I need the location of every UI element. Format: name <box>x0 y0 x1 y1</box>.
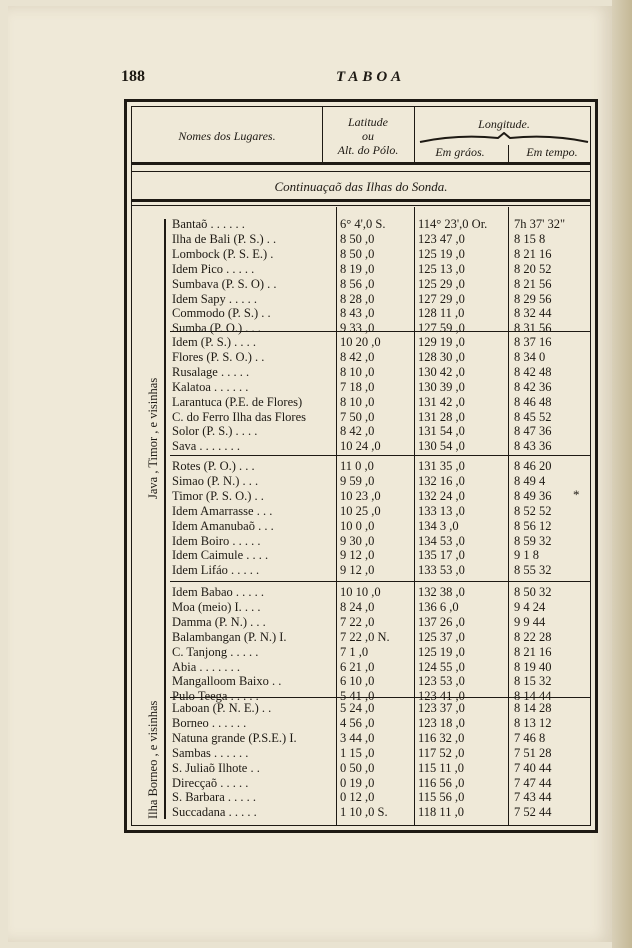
table-cell-lon: 116 56 ,0 <box>418 775 465 790</box>
table-cell-lat: 7 50 ,0 <box>340 409 375 424</box>
table-cell-name: Pulo Teega . . . . . <box>172 689 259 704</box>
table-frame <box>131 106 591 826</box>
table-cell-time: 9 1 8 <box>514 548 539 563</box>
table-cell-time: 8 56 12 <box>514 518 552 533</box>
table-cell-name: C. Tanjong . . . . . <box>172 644 259 659</box>
table-cell-lat: 9 12 ,0 <box>340 548 375 563</box>
table-cell-lon: 127 59 ,0 <box>418 321 465 336</box>
table-cell-lat: 8 28 ,0 <box>340 291 375 306</box>
table-cell-name: Rotes (P. O.) . . . <box>172 459 255 473</box>
table-cell-lat: 6° 4',0 S. <box>340 217 386 231</box>
header-latitude-3: Alt. do Pólo. <box>337 143 399 157</box>
table-cell-time: 8 46 20 <box>514 459 552 473</box>
table-cell-lon: 134 53 ,0 <box>418 533 465 548</box>
header-latitude-2: ou <box>362 129 374 143</box>
header-degrees: Em gráos. <box>435 145 485 159</box>
table-cell-time: 8 49 36 <box>514 488 552 503</box>
table-cell-name: C. do Ferro Ilha das Flores <box>172 409 307 424</box>
table-cell-lat: 10 0 ,0 <box>340 518 375 533</box>
table-cell-lon: 131 54 ,0 <box>418 424 465 439</box>
table-cell-lon: 118 11 ,0 <box>418 805 464 820</box>
header-longitude: Longitude. <box>478 117 530 131</box>
table-cell-lon: 125 29 ,0 <box>418 276 465 291</box>
table-cell-lat: 10 20 ,0 <box>340 335 381 349</box>
section-separator <box>170 581 590 582</box>
table-cell-name: Commodo (P. S.) . . <box>172 306 271 321</box>
table-cell-time: 7 43 44 <box>514 790 552 805</box>
table-cell-name: Laboan (P. N. E.) . . <box>172 701 272 715</box>
table-cell-time: 8 49 4 <box>514 473 546 488</box>
page-title: TABOA <box>336 69 406 85</box>
table-cell-time: 7 46 8 <box>514 730 546 745</box>
table-cell-lon: 128 11 ,0 <box>418 306 465 321</box>
table-cell-name: S. Juliaõ Ilhote . . <box>172 760 260 775</box>
table-cell-lat: 5 24 ,0 <box>340 701 375 715</box>
table-cell-lon: 123 37 ,0 <box>418 701 465 715</box>
table-cell-lat: 10 25 ,0 <box>340 503 381 518</box>
table-cell-time: 8 32 44 <box>514 306 552 321</box>
table-cell-lon: 114° 23',0 Or. <box>418 217 488 231</box>
table-cell-name: Sumba (P. O.) . . . <box>172 321 261 336</box>
table-cell-time: 7 52 44 <box>514 805 552 820</box>
table-cell-lon: 129 19 ,0 <box>418 335 465 349</box>
table-cell-time: 9 9 44 <box>514 614 546 629</box>
page-edge <box>612 0 632 948</box>
book-page <box>8 6 612 942</box>
column-line-lon <box>508 207 509 825</box>
table-cell-time: 8 21 16 <box>514 246 552 261</box>
table-cell-time: 7 40 44 <box>514 760 552 775</box>
table-cell-lon: 131 28 ,0 <box>418 409 465 424</box>
table-cell-lat: 6 21 ,0 <box>340 659 375 674</box>
table-cell-name: Damma (P. N.) . . . <box>172 614 266 629</box>
page-header <box>8 68 612 92</box>
table-cell-lat: 5 41 ,0 <box>340 689 375 704</box>
table-cell-lon: 124 55 ,0 <box>418 659 465 674</box>
table-cell-lon: 117 52 ,0 <box>418 745 465 760</box>
table-cell-lon: 123 47 ,0 <box>418 231 465 246</box>
table-cell-name: Kalatoa . . . . . . <box>172 379 249 394</box>
table-cell-lon: 127 29 ,0 <box>418 291 465 306</box>
table-cell-lat: 6 10 ,0 <box>340 674 375 689</box>
table-cell-name: Mangalloom Baixo . . <box>172 674 282 689</box>
table-cell-lon: 132 16 ,0 <box>418 473 465 488</box>
table-cell-time: 8 21 56 <box>514 276 552 291</box>
table-cell-lon: 115 11 ,0 <box>418 760 464 775</box>
table-cell-lat: 8 24 ,0 <box>340 599 375 614</box>
table-cell-time: 8 29 56 <box>514 291 552 306</box>
table-cell-time: 8 14 44 <box>514 689 552 704</box>
table-cell-lon: 125 19 ,0 <box>418 246 465 261</box>
table-cell-lat: 11 0 ,0 <box>340 459 374 473</box>
table-cell-name: Ilha de Bali (P. S.) . . <box>172 231 277 246</box>
table-cell-name: Idem Boiro . . . . . <box>172 533 261 548</box>
table-cell-time: 9 4 24 <box>514 599 546 614</box>
table-cell-name: Abia . . . . . . . <box>172 659 241 674</box>
region-label-java-timor: Java , Timor , e visinhas <box>146 377 160 499</box>
table-cell-name: S. Barbara . . . . . <box>172 790 257 805</box>
table-cell-lat: 8 56 ,0 <box>340 276 375 291</box>
region-brace-java-timor <box>164 219 166 667</box>
table-cell-lon: 123 18 ,0 <box>418 715 465 730</box>
table-cell-name: Idem Caimule . . . . <box>172 548 269 563</box>
table-cell-lon: 133 13 ,0 <box>418 503 465 518</box>
table-cell-lon: 128 30 ,0 <box>418 349 465 364</box>
table-cell-time: 8 43 36 <box>514 439 552 454</box>
table-cell-lon: 130 39 ,0 <box>418 379 465 394</box>
table-cell-time: 8 14 28 <box>514 701 552 715</box>
table-cell-lat: 7 18 ,0 <box>340 379 375 394</box>
group-rule <box>132 199 590 202</box>
header-rule-thin <box>132 171 590 172</box>
region-brace-borneo <box>164 621 166 819</box>
table-cell-time: 8 13 12 <box>514 715 552 730</box>
table-cell-time: 7 47 44 <box>514 775 552 790</box>
table-cell-lat: 10 23 ,0 <box>340 488 381 503</box>
header-name: Nomes dos Lugares. <box>178 129 276 143</box>
table-cell-time: 7h 37' 32" <box>514 217 566 231</box>
table-cell-time: 8 45 52 <box>514 409 552 424</box>
table-cell-lat: 0 19 ,0 <box>340 775 375 790</box>
table-cell-lon: 131 42 ,0 <box>418 394 465 409</box>
table-cell-name: Idem Amanubaõ . . . <box>172 518 274 533</box>
table-cell-time: 8 20 52 <box>514 261 552 276</box>
table-cell-name: Direcçaõ . . . . . <box>172 775 249 790</box>
table-cell-time: 8 22 28 <box>514 629 552 644</box>
table-cell-lon: 130 42 ,0 <box>418 364 465 379</box>
table-cell-lat: 8 43 ,0 <box>340 306 375 321</box>
column-line-name-header <box>322 107 323 163</box>
header-time: Em tempo. <box>526 145 578 159</box>
table-cell-lat: 9 33 ,0 <box>340 321 375 336</box>
table-cell-lat: 8 50 ,0 <box>340 246 375 261</box>
table-cell-name: Larantuca (P.E. de Flores) <box>172 394 303 409</box>
table-cell-name: Succadana . . . . . <box>172 805 257 820</box>
table-cell-lon: 132 24 ,0 <box>418 488 465 503</box>
header-latitude-1: Latitude <box>347 115 388 129</box>
table-cell-name: Idem Amarrasse . . . <box>172 503 273 518</box>
table-cell-name: Simao (P. N.) . . . <box>172 473 259 488</box>
group-title: Continuaçaõ das Ilhas do Sonda. <box>274 179 448 194</box>
table-cell-lon: 115 56 ,0 <box>418 790 465 805</box>
table-cell-name: Idem Sapy . . . . . <box>172 291 258 306</box>
table-cell-lon: 130 54 ,0 <box>418 439 465 454</box>
table-cell-lat: 9 12 ,0 <box>340 563 375 578</box>
page-number: 188 <box>121 68 145 85</box>
table-cell-time: 8 34 0 <box>514 349 546 364</box>
table-cell-lat: 8 19 ,0 <box>340 261 375 276</box>
table-cell-lon: 125 37 ,0 <box>418 629 465 644</box>
table-cell-name: Balambangan (P. N.) I. <box>172 629 287 644</box>
table-cell-name: Bantaõ . . . . . . <box>172 217 245 231</box>
table-cell-time: 8 46 48 <box>514 394 552 409</box>
table-cell-time: 8 47 36 <box>514 424 552 439</box>
table-cell-name: Sumbava (P. S. O) . . <box>172 276 277 291</box>
table-cell-lat: 8 10 ,0 <box>340 364 375 379</box>
table-cell-lon: 132 38 ,0 <box>418 585 465 599</box>
table-cell-lon: 135 17 ,0 <box>418 548 465 563</box>
table-cell-lat: 0 12 ,0 <box>340 790 375 805</box>
coordinates-table <box>124 99 598 833</box>
table-cell-time: 8 15 8 <box>514 231 546 246</box>
table-cell-time: 8 42 36 <box>514 379 552 394</box>
table-cell-time: 8 15 32 <box>514 674 552 689</box>
section-separator <box>170 455 590 456</box>
table-cell-name: Timor (P. S. O.) . . <box>172 488 264 503</box>
table-cell-name: Flores (P. S. O.) . . <box>172 349 265 364</box>
table-cell-lat: 8 10 ,0 <box>340 394 375 409</box>
table-cell-lat: 8 50 ,0 <box>340 231 375 246</box>
table-cell-time: 8 50 32 <box>514 585 552 599</box>
table-cell-name: Rusalage . . . . . <box>172 364 250 379</box>
table-cell-lat: 7 22 ,0 <box>340 614 375 629</box>
table-cell-time: 8 52 52 <box>514 503 552 518</box>
table-cell-lat: 3 44 ,0 <box>340 730 375 745</box>
table-cell-name: Sambas . . . . . . <box>172 745 249 760</box>
table-cell-lon: 134 3 ,0 <box>418 518 459 533</box>
table-cell-name: Solor (P. S.) . . . . <box>172 424 258 439</box>
table-cell-name: Borneo . . . . . . <box>172 715 247 730</box>
column-line-lat <box>414 207 415 825</box>
table-cell-name: Sava . . . . . . . <box>172 439 241 454</box>
table-cell-time: 7 51 28 <box>514 745 552 760</box>
table-cell-lat: 1 10 ,0 S. <box>340 805 388 820</box>
table-cell-lat: 7 1 ,0 <box>340 644 369 659</box>
table-cell-time: 8 59 32 <box>514 533 552 548</box>
table-cell-lon: 136 6 ,0 <box>418 599 459 614</box>
table-cell-lat: 0 50 ,0 <box>340 760 375 775</box>
table-cell-lon: 131 35 ,0 <box>418 459 465 473</box>
table-cell-name: Idem (P. S.) . . . . <box>172 335 257 349</box>
table-cell-lat: 9 59 ,0 <box>340 473 375 488</box>
column-line-lon-header <box>508 145 509 163</box>
table-cell-lat: 4 56 ,0 <box>340 715 375 730</box>
region-label-borneo: Ilha Borneo , e visinhas <box>146 700 160 819</box>
table-cell-lon: 125 13 ,0 <box>418 261 465 276</box>
table-cell-lat: 1 15 ,0 <box>340 745 375 760</box>
table-cell-name: Natuna grande (P.S.E.) I. <box>172 730 297 745</box>
table-cell-name: Moa (meio) I. . . . <box>172 599 261 614</box>
table-cell-lat: 10 10 ,0 <box>340 585 381 599</box>
column-line-lat-header <box>414 107 415 163</box>
table-cell-lat: 8 42 ,0 <box>340 424 375 439</box>
table-cell-time: 8 42 48 <box>514 364 552 379</box>
table-cell-time: 8 31 56 <box>514 321 552 336</box>
table-cell-name: Lombock (P. S. E.) . <box>172 246 274 261</box>
table-cell-lon: 137 26 ,0 <box>418 614 465 629</box>
table-cell-name: Idem Lifáo . . . . . <box>172 563 260 578</box>
table-cell-lon: 125 19 ,0 <box>418 644 465 659</box>
table-cell-lat: 9 30 ,0 <box>340 533 375 548</box>
group-rule-thin <box>132 205 590 206</box>
margin-star-mark: * <box>573 487 580 502</box>
table-cell-lon: 123 53 ,0 <box>418 674 465 689</box>
table-cell-lat: 7 22 ,0 N. <box>340 629 390 644</box>
header-rule <box>132 162 590 165</box>
table-cell-time: 8 21 16 <box>514 644 552 659</box>
table-cell-time: 8 37 16 <box>514 335 552 349</box>
table-cell-name: Idem Babao . . . . . <box>172 585 264 599</box>
table-cell-lat: 8 42 ,0 <box>340 349 375 364</box>
table-cell-name: Idem Pico . . . . . <box>172 261 255 276</box>
table-cell-lat: 10 24 ,0 <box>340 439 381 454</box>
table-cell-time: 8 19 40 <box>514 659 552 674</box>
longitude-brace-icon <box>418 132 590 144</box>
table-cell-lon: 123 41 ,0 <box>418 689 465 704</box>
table-cell-lon: 116 32 ,0 <box>418 730 465 745</box>
table-cell-time: 8 55 32 <box>514 563 552 578</box>
table-cell-lon: 133 53 ,0 <box>418 563 465 578</box>
